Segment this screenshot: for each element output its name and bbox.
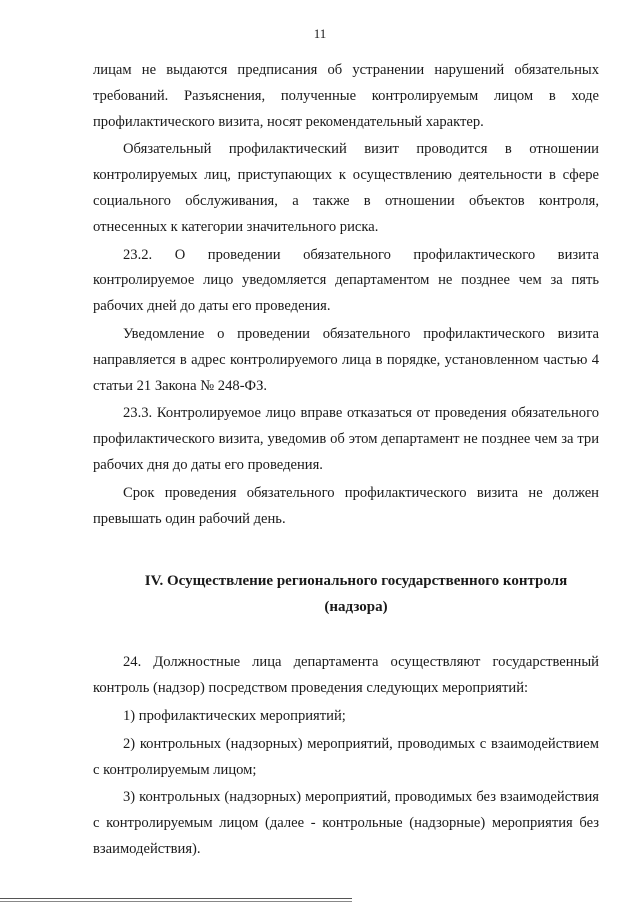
section-heading [93, 568, 599, 620]
section-heading-line-2: (надзора) [324, 599, 388, 616]
document-body [93, 58, 599, 863]
section-heading-line-1: IV. Осуществление регионального государственного контроля [144, 573, 568, 590]
page-number: 11 [313, 26, 327, 41]
paragraph-notification: Уведомление о проведении обязательного профилактического визита направляется в адрес контролируемого лица в порядке, установленном частью 4 статьи 21 Закона № 248-ФЗ. [93, 325, 599, 394]
list-item-2: 2) контрольных (надзорных) мероприятий, проводимых с взаимодействием с контролируемым лицом; [93, 735, 599, 778]
paragraph-continuation: лицам не выдаются предписания об устранении нарушений обязательных требований. Разъяснения, полученные контролируемым лицом в ходе профилактического визита, носят рекомендательный характер. [93, 62, 599, 130]
paragraph-23-2: 23.2. О проведении обязательного профилактического визита контролируемое лицо уведомляется департаментом не позднее чем за пять рабочих дней до даты его проведения. [93, 246, 599, 315]
footer-rule [0, 898, 352, 899]
paragraph-mandatory-visit: Обязательный профилактический визит проводится в отношении контролируемых лиц, приступающих к осуществлению деятельности в сфере социального обслуживания, а также в отношении объектов контроля, отнесенных к категории значительного риска. [93, 141, 599, 235]
paragraph-24: 24. Должностные лица департамента осуществляют государственный контроль (надзор) посредством проведения следующих мероприятий: [93, 654, 599, 697]
list-item-3: 3) контрольных (надзорных) мероприятий, проводимых без взаимодействия с контролируемым лицом (далее - контрольные (надзорные) мероприятия без взаимодействия). [93, 789, 599, 857]
paragraph-visit-duration: Срок проведения обязательного профилактического визита не должен превышать один рабочий день. [93, 484, 599, 527]
paragraph-23-3: 23.3. Контролируемое лицо вправе отказаться от проведения обязательного профилактического визита, уведомив об этом департамент не позднее чем за три рабочих дня до даты его проведения. [93, 405, 599, 473]
footer-rule-secondary [0, 901, 352, 902]
list-item-1: 1) профилактических мероприятий; [123, 707, 346, 724]
